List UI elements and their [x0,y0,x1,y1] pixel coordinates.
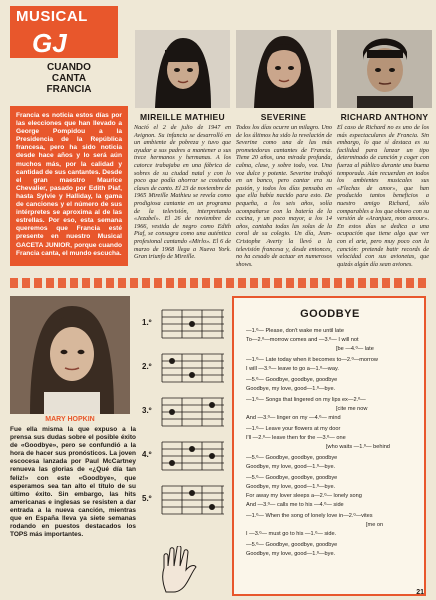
lyric-line: And —3.º— calls me to his —4.º— side [246,502,344,508]
photo-richard-anthony [337,30,432,108]
chord-number: 3.º [142,406,152,415]
photo-mireille-mathieu [135,30,230,108]
lyrics-lines [246,328,414,558]
lyric-line: I —3.º— must go to his —1.º— side. [246,531,337,537]
intro-box: Francia es noticia estos días por las elecciones que han llevado a George Pompidou a la Presidencia de la República francesa, pero ha sido noticia desde hace años y lo será aún muchos más, por la calidad y cantidad de sus cantantes. Desde el gran maestro Maurice Chevalier, pasado por Edith Piaf, hasta Sylvie y Halliday, la gama de canciones y el número de sus intérpretes se aproxima al de las estrellas. Por eso, esta semana queremos que Francia esté presente en nuestro Musical GACETA JUNIOR, porque cuando Francia canta, el mundo escucha. [10,106,128,266]
lyric-line: —1.º— When the song of lonely love in—2.º—vites [246,513,373,519]
singer-bio-2: Todos los días ocurre un milagro. Uno de los últimos ha sido la revelación de Severine como una de las más prometedoras cantantes de Francia. Tiene 20 años, una mirada profunda, calma, clase, y sobre todo, voz. Una voz dulce y potente. Severine trabajó en un banco, pero cantar era su pasión, y todos los días pensaba en que ella había nacido para esto. De pequeña, a los seis años, solía acompañarse con la batería de la cocina, y un poco mayor, a los 14 años, cantaba todas las solas de la coral de su colegio. Un día, Jean-Cristophe Averty la llevó a la televisión francesa y, desde entonces, no ha cesado de actuar en numerosos shows. [236,124,332,268]
mary-hopkin-caption: MARY HOPKIN [45,416,95,423]
singer-bio-3: El caso de Richard no es uno de los más espectaculares de Francia. Sin embargo, lo que sí destaca es su facilidad para lanzar un tipo determinado de canción y coger con fuerza al público durante una buena temporada. Aún recuerdan en todos los ambientes musicales sus «Flechas de amor», que han producido tantos beneficios a nuestro amigo Richard, sólo comparables a los que obtuvo con su versión de «Aranjuez, mon amour». En estos días se dedica a una ocupación que tiene algo que ver con el arte, pero muy poco con la canción: pretende batir records de velocidad con sus avionetas, que quizás algún día sean aviones. [337,124,429,268]
chord-diagram-5 [144,482,228,520]
lyrics-box [232,296,426,596]
chord-number: 2.º [142,362,152,371]
lyric-line: [me on [366,522,384,528]
lyric-line: —5.º— Goodbye, goodbye, goodbye [246,377,338,383]
chord-diagram-3 [144,394,228,432]
chord-diagram-4 [144,438,228,476]
singer-name-2: SEVERINE [260,112,307,122]
lyric-line: —5.º— Goodbye, goodbye, goodbye [246,455,338,461]
section-divider [10,278,426,288]
section-masthead [10,6,118,58]
chord-number: 5.º [142,494,152,503]
lyric-line: Goodbye, my love, good—1.º—bye. [246,386,336,392]
page-number: 21 [416,589,424,596]
lyric-line: —5.º— Goodbye, goodbye, goodbye [246,542,338,548]
lyric-line: For away my lover sleeps a—2.º— lonely song [246,493,362,499]
lyric-line: And —3.º— linger on my —4.º— mind [246,415,341,421]
chord-diagram-1 [144,306,228,344]
song-title: GOODBYE [300,308,360,320]
lyric-line: To—2.º—morrow comes and —3.º— I will not [246,337,359,343]
lyric-line: —5.º— Goodbye, goodbye, goodbye [246,475,338,481]
lyric-line: I will —3.º— leave to go a—1.º—way. [246,366,339,372]
chord-number: 4.º [142,450,152,459]
lyric-line: [who waits —1.º— behind [326,444,390,450]
section-subhead: CUANDO CANTA FRANCIA [46,62,92,95]
lyric-line: Goodbye, my love, good—1.º—bye. [246,484,336,490]
photo-mary-hopkin [10,296,130,414]
chord-diagram-2 [144,350,228,388]
lyric-line: Goodbye, my love, good—1.º—bye. [246,551,336,557]
mary-hopkin-text: Fue ella misma la que expuso a la prensa sus dudas sobre el posible éxito de «Goodbye», pero se confundió a la hora de hacer sus pronósticos. La joven escocesa lanzada por Paul McCartney renueva las glorias de «¿Qué día tan feliz!» con este «Goodbye», que esperamos sea tan alto el título de su último éxito. Sin embargo, las hits americanas e inglesas se resisten a dar entrada a la nueva canción, mientras que en España lleva ya siete semanas rodando en puestos destacados los TOPS más importantes. [10,426,136,539]
masthead-word: MUSICAL [16,8,88,25]
lyric-line: —1.º— Late today when it becomes to—2.º—morrow [246,357,378,363]
lyric-line: —1.º— Please, don't wake me until late [246,328,344,334]
lyric-line: —1.º— Songs that lingered on my lips ex—2.º— [246,397,366,403]
lyric-line: —1.º— Leave your flowers at my door [246,426,341,432]
photo-severine [236,30,331,108]
hand-icon [156,546,202,594]
chord-number: 1.º [142,318,152,327]
lyric-line: [cite me now [336,406,368,412]
singer-name-1: MIREILLE MATHIEU [140,112,225,122]
lyric-line: Goodbye, my love, good—1.º—bye. [246,464,336,470]
singer-bio-1: Nació el 2 de julio de 1947 en Avignon. Su infancia se desarrolló en un ambiente de pobreza y tuvo que ayudar a sus padres a mantener a sus trece hermanos y hermanas. A los catorce trabajaba en una fábrica de sobres de su ciudad natal y con lo poco que podía ahorrar se costeaba clases de canto. El 23 de noviembre de 1965 Mireille Mathieu se revela como prodigiosa cantante en un programa de la televisión, interpretando «Jezabel». El 26 de noviembre de 1966, vestida de negro como Edith Piaf, se consagra como una auténtica profesional cantando «Mirlo». El 6 de marzo de 1968 llega a Nueva York. Gran triunfo de Mireille. [134,124,231,261]
lyric-line: I'll —2.º— leave then for the —3.º— one [246,435,346,441]
lyric-line: [be —4.º— late [336,346,374,352]
masthead-logo: GJ [32,28,67,58]
singer-name-3: RICHARD ANTHONY [340,112,429,122]
